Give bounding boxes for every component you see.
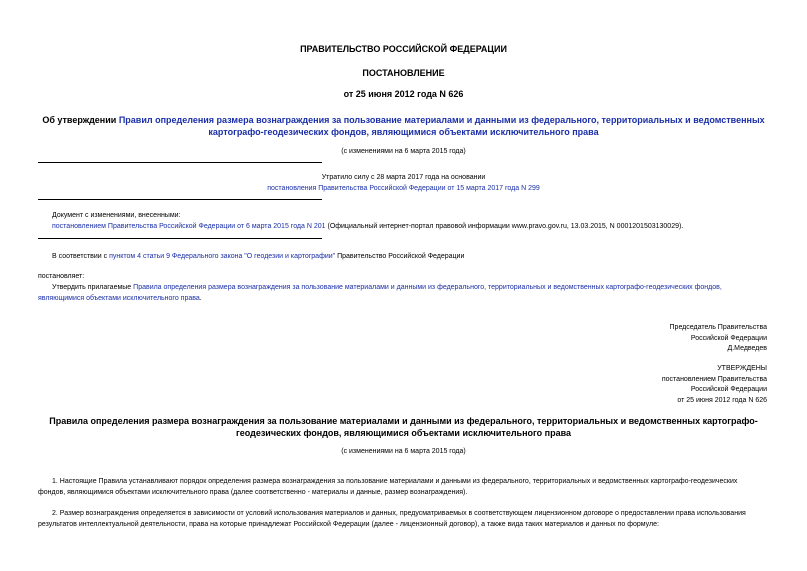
divider [38,199,322,200]
signature-title: Председатель Правительства [669,324,767,331]
divider [38,162,322,163]
basis-prefix: В соответствии с [52,253,110,260]
signature-block [670,323,767,355]
changes-label: Документ с изменениями, внесенными: [52,212,181,219]
approve-end: . [199,295,202,302]
paragraph-1 [38,476,768,498]
publication-info: (Официальный интернет-портал правовой информации www.pravo.gov.ru, 13.03.2015, N 0001201503130029). [325,223,684,230]
amendment-note: (с изменениями на 6 марта 2015 года) [341,148,466,155]
title-prefix: Об утверждении [42,115,119,125]
rules-heading-line2: геодезических фондов, являющимися объектами исключительного права [235,428,571,438]
amending-decree-link[interactable]: постановлением Правительства Российской Федерации от 6 марта 2015 года N 201 [52,223,326,230]
approved-label: УТВЕРЖДЕНЫ [717,365,767,372]
basis-suffix: Правительство Российской Федерации [335,253,465,260]
rules-title-link-line2[interactable]: картографо-геодезических фондов, являющимися объектами исключительного права [208,127,599,137]
approve-paragraph [38,282,768,304]
changes-line [52,222,683,232]
approved-block [662,364,767,406]
paragraph-2-line2: результатов интеллектуальной деятельности, права на которые принадлежат Российской Федерации (далее - лицензионный договор), а также вида таких материалов и данных по формуле: [38,521,659,528]
rules-heading: Правила определения размера вознаграждения за пользование материалами и данными из федерального, территориальных и ведомственных картографо- [49,416,758,426]
rules-title-link[interactable]: Правил определения размера вознаграждения за пользование материалами и данными из федерального, территориальных и ведомственных [118,115,765,125]
signature-country: Российской Федерации [690,334,767,342]
law-article-link[interactable]: пунктом 4 статьи 9 Федерального закона "О геодезии и картографии" [109,253,336,260]
document-title [0,115,807,125]
paragraph-2 [38,508,768,530]
divider [38,238,322,239]
approved-rules-link-line2[interactable]: являющимися объектами исключительного права [38,295,200,302]
rules-amendment-note: (с изменениями на 6 марта 2015 года) [341,448,466,455]
expired-notice: Утратило силу с 28 марта 2017 года на основании [321,174,486,181]
document-title-line2 [0,127,807,137]
approved-country: Российской Федерации [690,386,767,393]
signature-name: Д.Медведев [727,345,767,352]
doc-type-heading: ПОСТАНОВЛЕНИЕ [362,68,445,78]
paragraph-1-line2: фондов, являющимися объектами исключительного права (далее соответственно - материалы и данные, размер вознаграждения). [38,489,468,496]
approved-rules-link[interactable]: Правила определения размера вознаграждения за пользование материалами и данными из федерального, территориальных и ведомственных картографо-геодезических фондов, [133,284,722,291]
legal-basis [52,251,464,262]
decrees-word: постановляет: [38,273,85,280]
expired-decree-link[interactable]: постановления Правительства Российской Федерации от 15 марта 2017 года N 299 [267,185,540,192]
approved-date: от 25 июня 2012 года N 626 [677,396,767,404]
government-heading: ПРАВИТЕЛЬСТВО РОССИЙСКОЙ ФЕДЕРАЦИИ [300,44,507,54]
approved-by: постановлением Правительства [661,375,767,383]
paragraph-2-line1: 2. Размер вознаграждения определяется в зависимости от условий использования материалов и данных, предусматриваемых в соответствующем лицензионном договоре о предоставлении права использования [52,510,746,517]
paragraph-1-line1: 1. Настоящие Правила устанавливают порядок определения размера вознаграждения за пользование материалами и данными из федерального, территориальных и ведомственных картографо-геодезических [52,478,738,485]
approve-prefix: Утвердить прилагаемые [52,284,134,291]
date-number-heading: от 25 июня 2012 года N 626 [343,89,464,99]
